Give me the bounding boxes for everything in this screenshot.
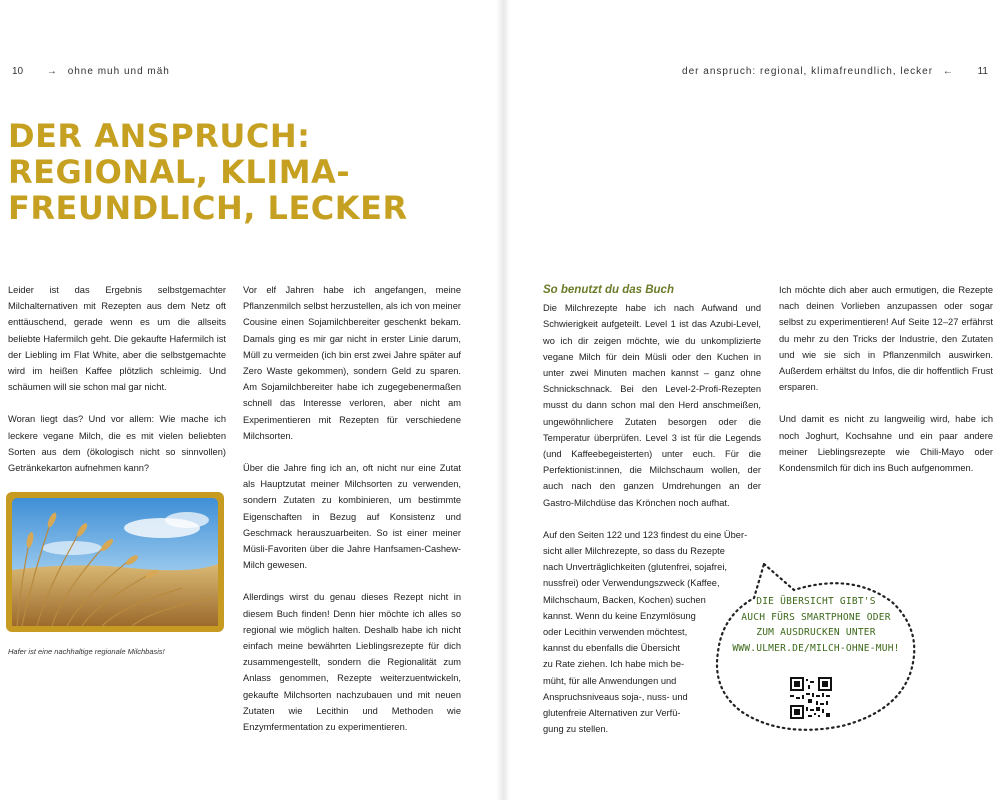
text-line: Auf den Seiten 122 und 123 findest du eine Über- [543,529,748,540]
text-line: nach Unverträglichkeiten (glutenfrei, sojafrei, [543,562,727,573]
right-page-header [682,66,988,77]
page-gutter [496,0,510,800]
left-page-header [12,66,170,77]
text-line: zu Rate ziehen. Ich habe mich be- [543,659,685,670]
text-line: kannst. Wenn du keine Enzymlösung [543,610,696,621]
bubble-line-4: WWW.ULMER.DE/MILCH-OHNE-MUH! [732,642,900,654]
oat-field-photo [6,492,224,632]
text-line: sicht aller Milchrezepte, so dass du Rezepte [543,546,725,557]
left-running-title: ohne muh und mäh [67,66,170,77]
paragraph: Die Milchrezepte habe ich nach Aufwand und Schwierigkeit aufgeteilt. Level 1 ist das Azubi-Level, wo ich dir zeigen möchte, wie du unkomplizierte vegane Milch für dein Müsli oder den Kuchen in unter zwei Minuten machen kannst – ganz ohne Schnickschnack. Bei den Level-2-Profi-Rezepten musst du dann schon mal den Herd anschmeißen, ungewöhnlichere Zutaten besorgen oder die Temperatur überprüfen. Level 3 ist für die Legends (und Kaffeebegeisterten) unter euch. Für die Perfektionist:innen, die Milchschaum wollen, der auch nach den ganzen Umdrehungen an der Gastro-Milchdüse das Krönchen noch aufhat. [543,303,761,508]
column-1 [8,282,226,492]
paragraph: Ich möchte dich aber auch ermutigen, die Rezepte nach deinen Vorlieben anzupassen oder sogar selbst zu experimentieren! Auf Seite 12–27 erfährst du mehr zu den Tricks der Industrie, den Zutaten und wie sie sich in Pflanzenmilch auswirken. Außerdem erhältst du Infos, die dir hoffentlich Frust ersparen. [779,285,993,393]
column-2 [243,282,461,751]
arrow-right-icon: → [46,66,58,77]
text-line: kannst du ebenfalls die Übersicht [543,643,680,654]
paragraph: Woran liegt das? Und vor allem: Wie mache ich leckere vegane Milch, die es mit vielen beliebten Sorten aus dem (ökologisch nicht so sinnvollen) Getränkekarton aufnehmen kann? [8,414,226,474]
qr-code-icon[interactable] [790,677,832,719]
column-4 [779,282,993,492]
text-line: glutenfreie Alternativen zur Verfü- [543,708,681,719]
title-line-3: FREUNDLICH, LECKER [8,189,408,227]
right-page-number: 11 [977,66,988,77]
title-line-2: REGIONAL, KLIMA- [8,153,351,191]
left-page-number: 10 [12,66,24,77]
section-subheading: So benutzt du das Buch [543,284,674,296]
text-line: Milchschaum, Backen, Kochen) suchen [543,594,706,605]
bubble-line-3: ZUM AUSDRUCKEN UNTER [756,627,876,638]
text-line: nussfrei) oder Verwendungszweck (Kaffee, [543,578,720,589]
chapter-title [8,118,488,226]
paragraph: Über die Jahre fing ich an, oft nicht nur eine Zutat als Hauptzutat meiner Milchsorten zu verwenden, sondern Zutaten zu kombinieren, um bestimmte Eigenschaften in Bezug auf Konsistenz und Geschmack herauszuarbeiten. So ist einer meiner Müsli-Favoriten über die Jahre Hanfsamen-Cashew-Milch gewesen. [243,463,461,571]
bubble-line-1: DIE ÜBERSICHT GIBT'S [756,596,876,607]
bubble-text [714,594,918,656]
oat-field-image [12,498,218,626]
text-line: müht, für alle Anwendungen und [543,675,677,686]
paragraph: Und damit es nicht zu langweilig wird, habe ich noch Joghurt, Kochsahne und ein paar andere meiner Lieblingsrezepte wie Chili-Mayo oder Kondensmilch für dich ins Buch aufgenommen. [779,414,993,474]
paragraph: Allerdings wirst du genau dieses Rezept nicht in diesem Buch finden! Denn hier möchte ich alles so regional wie möglich halten. Deshalb habe ich nicht einfach meine bewährten Lieblingsrezepte für dich zusammengestellt, sondern die Regionalität zum Anlass genommen, Rezepte weiterzuentwickeln, gekaufte Milchsorten nachzubauen und mit neuen Zutaten wie Lecithin und Methoden wie Enzymfermentation zu experimentieren. [243,592,461,733]
paragraph: Leider ist das Ergebnis selbstgemachter Milchalternativen mit Rezepten aus dem Netz oft enttäuschend, gerade wenn es um die allseits beliebte Hafermilch geht. Die gekaufte Hafermilch ist der Liebling im Flat White, aber die selbstgemachte wird im heißen Kaffee plötzlich schleimig. Und schäumen will sie schon mal gar nicht. [8,285,226,393]
right-running-title: der anspruch: regional, klimafreundlich, lecker [682,66,934,77]
arrow-left-icon: ← [942,66,954,77]
bubble-line-2: AUCH FÜRS SMARTPHONE ODER [741,611,891,623]
paragraph: Vor elf Jahren habe ich angefangen, meine Pflanzenmilch selbst herzustellen, als ich von meiner Cousine einen Sojamilchbereiter geschenkt bekam. Damals ging es mir gar nicht in erster Linie darum, Müll zu vermeiden (ich bin erst zwei Jahre später auf Zero Waste gekommen), sondern Geld zu sparen. Am Sojamilchbereiter habe ich zugegebenermaßen schnell das Interesse verloren, aber nicht am Experimentieren mit Rezepten für verschiedene Milchsorten. [243,285,461,441]
title-line-1: DER ANSPRUCH: [8,117,311,155]
text-line: Anspruchsniveaus soja-, nuss- und [543,691,688,702]
text-line: oder Lecithin verwenden möchtest, [543,627,688,638]
photo-caption: Hafer ist eine nachhaltige regionale Milchbasis! [8,647,165,656]
text-line: gung zu stellen. [543,724,609,735]
